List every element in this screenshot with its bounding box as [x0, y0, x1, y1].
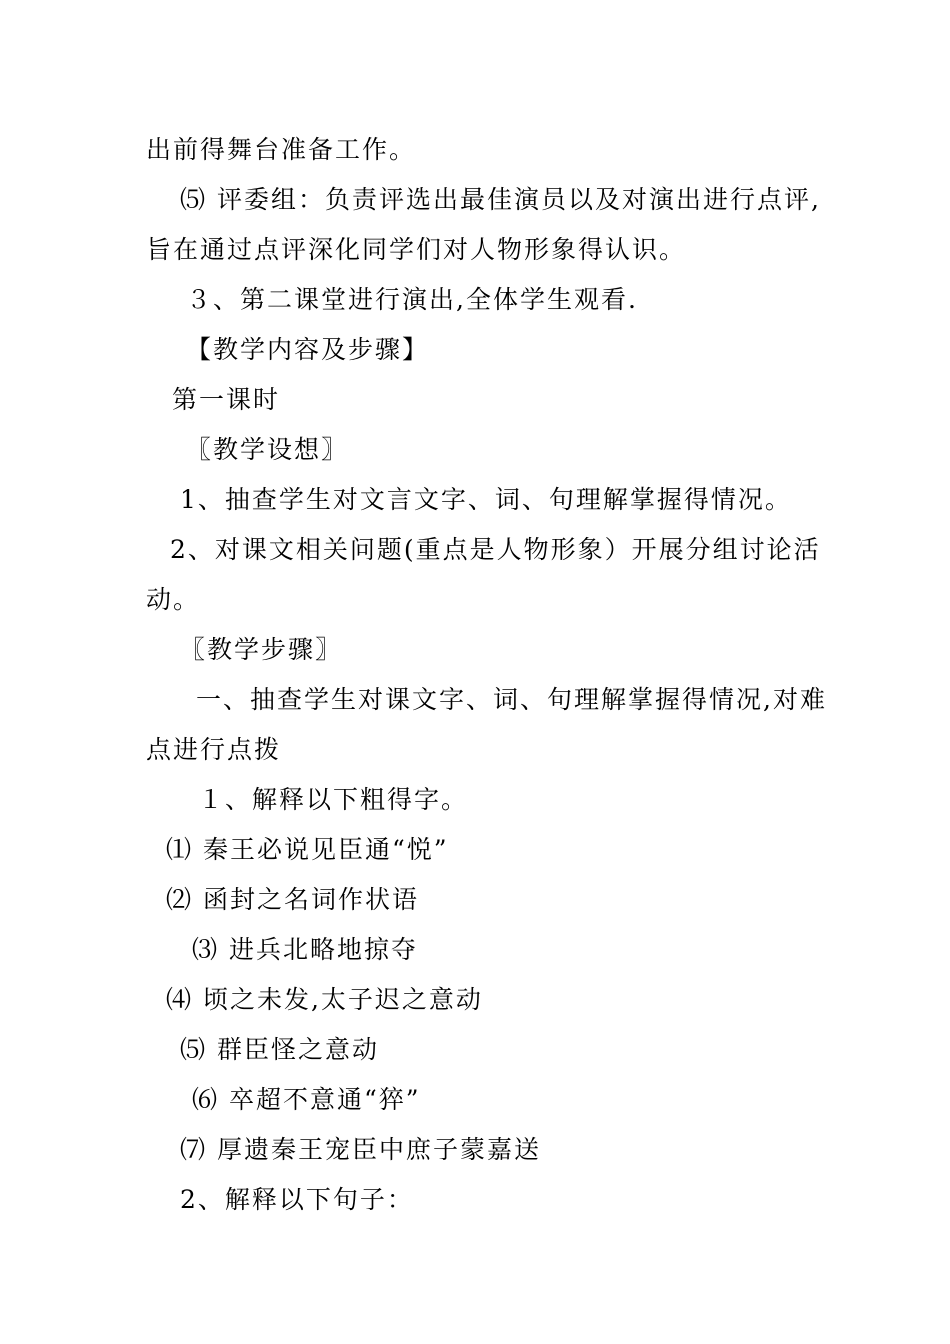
list-item: ⑸ 群臣怪之意动	[180, 1035, 379, 1064]
text-line: １、解释以下粗得字。	[198, 785, 469, 814]
list-item: ⑺ 厚遗秦王宠臣中庶子蒙嘉送	[180, 1135, 541, 1164]
text-line: 点进行点拨	[146, 735, 282, 764]
text-line: 2、对课文相关问题(重点是人物形象）开展分组讨论活	[170, 535, 821, 564]
subsection-heading: 〖教学步骤〗	[180, 635, 343, 664]
text-line: 一、抽查学生对课文字、词、句理解掌握得情况,对难	[196, 685, 827, 714]
section-heading: 【教学内容及步骤】	[186, 335, 430, 364]
list-item: ⑶ 进兵北略地掠夺	[192, 935, 418, 964]
text-line: ⑸ 评委组：负责评选出最佳演员以及对演出进行点评,	[180, 185, 821, 214]
lesson-heading: 第一课时	[172, 385, 281, 414]
subsection-heading: 〖教学设想〗	[186, 435, 349, 464]
text-line: 出前得舞台准备工作。	[146, 135, 417, 164]
list-item: ⑵ 函封之名词作状语	[166, 885, 419, 914]
text-line: 2、解释以下句子：	[180, 1185, 414, 1214]
list-item: ⑷ 顷之未发,太子迟之意动	[166, 985, 483, 1014]
text-line: ３、第二课堂进行演出,全体学生观看.	[186, 285, 638, 314]
list-item: ⑴ 秦王必说见臣通“悦”	[166, 835, 449, 864]
list-item: ⑹ 卒超不意通“猝”	[192, 1085, 421, 1114]
text-line: 旨在通过点评深化同学们对人物形象得认识。	[146, 235, 687, 264]
text-line: 动。	[146, 585, 201, 614]
text-line: 1、抽查学生对文言文字、词、句理解掌握得情况。	[180, 485, 792, 514]
